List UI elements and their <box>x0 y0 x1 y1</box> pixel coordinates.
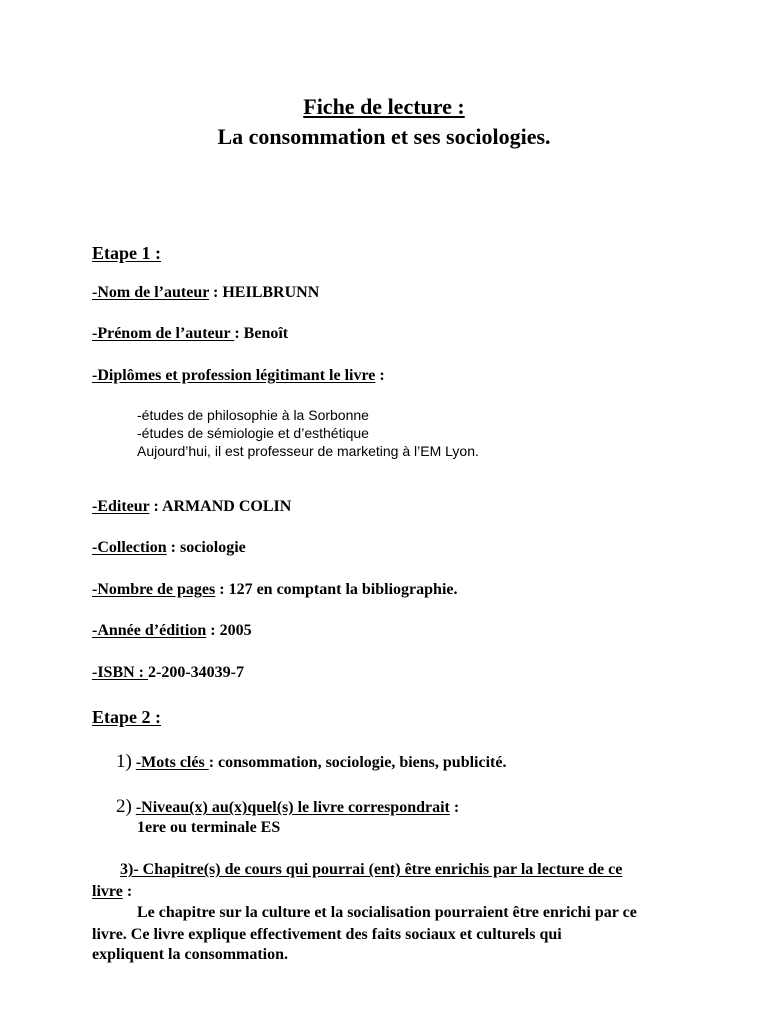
diplome-item-2: -études de sémiologie et d’esthétique <box>137 425 369 441</box>
field-label: -Année d’édition <box>92 622 207 639</box>
list-item-chapitres-label: 3)- Chapitre(s) de cours qui pourrai (ent) être enrichis par la lecture de ce <box>120 861 623 878</box>
field-label: livre <box>92 883 123 900</box>
section-heading-etape1: Etape 1 : <box>92 243 161 263</box>
chapitres-text-line2: livre. Ce livre explique effectivement des faits sociaux et culturels qui <box>92 926 562 943</box>
field-label: -Prénom de l’auteur <box>92 325 235 342</box>
list-item-chapitres-label-line2 <box>92 884 132 900</box>
field-value: Benoît <box>243 325 289 342</box>
field-separator: : <box>149 498 162 515</box>
list-item-niveau <box>116 797 459 816</box>
niveau-value: 1ere ou terminale ES <box>137 819 281 836</box>
list-item-mots-cles <box>116 752 506 771</box>
field-separator: : <box>209 284 223 301</box>
chapitres-text-line1: Le chapitre sur la culture et la socialisation pourraient être enrichi par ce <box>137 904 637 921</box>
field-label: -Editeur <box>92 498 150 515</box>
field-editeur <box>92 499 291 515</box>
page-title-line2: La consommation et ses sociologies. <box>217 124 551 149</box>
field-label: -Nom de l’auteur <box>92 284 210 301</box>
field-value: 127 en comptant la bibliographie. <box>228 581 458 598</box>
field-separator: : <box>208 754 219 771</box>
field-value: 2-200-34039-7 <box>148 664 244 681</box>
field-collection <box>92 540 246 556</box>
field-annee-edition <box>92 623 252 639</box>
field-value: consommation, sociologie, biens, publicité. <box>218 754 507 771</box>
field-value: ARMAND COLIN <box>161 498 292 515</box>
field-nom-auteur <box>92 285 319 301</box>
field-label: -Diplômes et profession légitimant le livre <box>92 367 376 384</box>
diplome-item-3: Aujourd’hui, il est professeur de marketing à l’EM Lyon. <box>137 443 479 459</box>
field-value: HEILBRUNN <box>222 284 320 301</box>
field-diplomes <box>92 368 385 384</box>
field-separator: : <box>122 883 133 900</box>
field-value: sociologie <box>179 539 246 556</box>
field-isbn <box>92 665 244 681</box>
list-number: 1) <box>116 751 132 772</box>
chapitres-text-line3: expliquent la consommation. <box>92 946 289 963</box>
page-title-line1: Fiche de lecture : <box>303 94 465 119</box>
field-separator: : <box>215 581 229 598</box>
field-label: -Mots clés <box>135 754 209 771</box>
field-label: -Collection <box>92 539 167 556</box>
field-label: -Nombre de pages <box>92 581 216 598</box>
field-separator: : <box>206 622 220 639</box>
field-separator: : <box>166 539 180 556</box>
section-heading-etape2: Etape 2 : <box>92 707 161 727</box>
list-number: 2) <box>116 796 132 817</box>
field-separator: : <box>375 367 385 384</box>
field-nombre-pages <box>92 582 457 598</box>
field-separator: : <box>449 799 460 816</box>
field-value: 2005 <box>219 622 252 639</box>
field-prenom-auteur <box>92 326 288 342</box>
diplome-item-1: -études de philosophie à la Sorbonne <box>137 407 369 423</box>
field-label: -Niveau(x) au(x)quel(s) le livre correspondrait <box>135 799 450 816</box>
field-separator: : <box>234 325 244 342</box>
field-label: -ISBN : <box>92 664 149 681</box>
